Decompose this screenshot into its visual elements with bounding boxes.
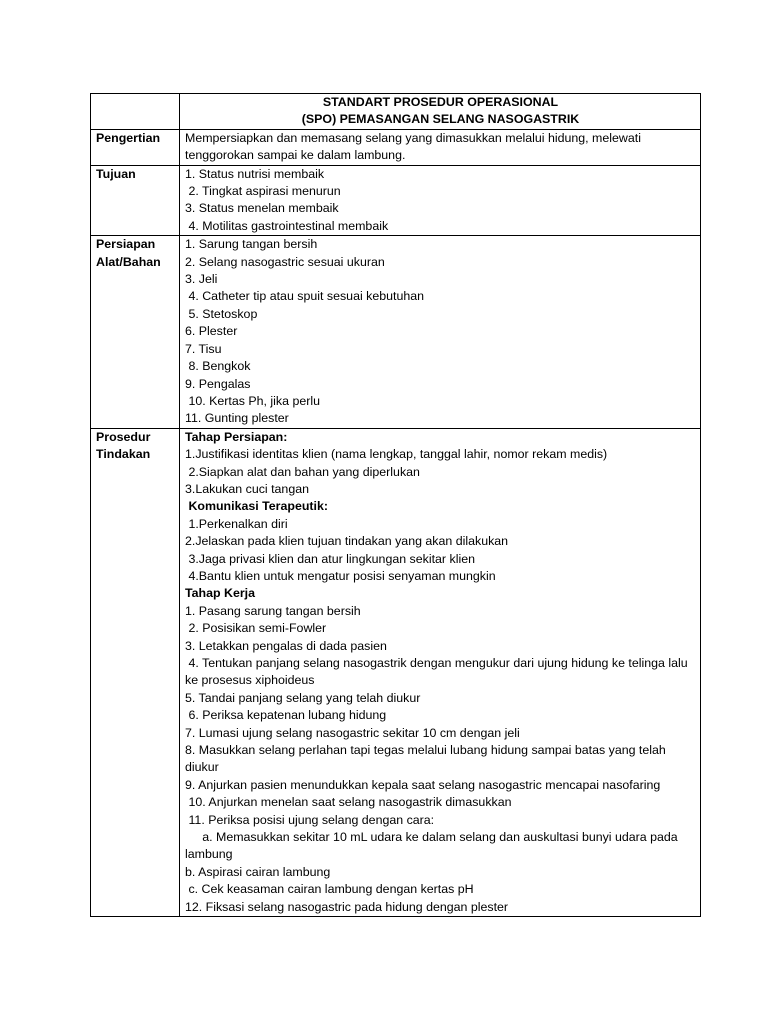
- list-item: 6. Periksa kepatenan lubang hidung: [185, 708, 387, 723]
- pengertian-label: Pengertian: [91, 129, 180, 165]
- list-item: 7. Lumasi ujung selang nasogastric sekitar 10 cm dengan jeli: [185, 725, 520, 740]
- list-item: 10. Anjurkan menelan saat selang nasogastrik dimasukkan: [185, 795, 512, 810]
- title-row: [91, 94, 701, 130]
- list-item: 2. Selang nasogastric sesuai ukuran: [185, 254, 385, 269]
- list-item: 8. Masukkan selang perlahan tapi tegas melalui lubang hidung sampai batas yang telah diukur: [185, 743, 670, 775]
- list-item: 2.Siapkan alat dan bahan yang diperlukan: [185, 464, 420, 479]
- list-item: 6. Plester: [185, 324, 238, 339]
- list-item: 9. Pengalas: [185, 376, 251, 391]
- list-item: 3. Letakkan pengalas di dada pasien: [185, 638, 387, 653]
- list-item: 5. Stetoskop: [185, 306, 258, 321]
- list-item: 3.Jaga privasi klien dan atur lingkungan sekitar klien: [185, 551, 475, 566]
- prosedur-label-line-2: Tindakan: [96, 447, 151, 462]
- document-title: [180, 94, 701, 130]
- persiapan-list: [180, 236, 701, 428]
- list-item: Tahap Kerja: [185, 586, 256, 601]
- prosedur-label-line-1: Prosedur: [96, 429, 151, 444]
- list-item: 9. Anjurkan pasien menundukkan kepala saat selang nasogastric mencapai nasofaring: [185, 777, 661, 792]
- list-item: 3. Jeli: [185, 272, 218, 287]
- tujuan-list: [180, 165, 701, 236]
- title-label-cell: [91, 94, 180, 130]
- list-item: 11. Gunting plester: [185, 411, 289, 426]
- list-item: 2.Jelaskan pada klien tujuan tindakan yang akan dilakukan: [185, 534, 509, 549]
- prosedur-row: [91, 428, 701, 916]
- list-item: 12. Fiksasi selang nasogastric pada hidung dengan plester: [185, 899, 509, 914]
- list-item: 1. Status nutrisi membaik: [185, 166, 325, 181]
- tujuan-label: Tujuan: [91, 165, 180, 236]
- title-line-2: (SPO) PEMASANGAN SELANG NASOGASTRIK: [301, 112, 580, 127]
- list-item: 7. Tisu: [185, 341, 222, 356]
- pengertian-text: Mempersiapkan dan memasang selang yang dimasukkan melalui hidung, melewati tenggorokan sampai ke dalam lambung.: [180, 129, 701, 165]
- list-item: 4.Bantu klien untuk mengatur posisi senyaman mungkin: [185, 568, 496, 583]
- list-item: 4. Tentukan panjang selang nasogastrik dengan mengukur dari ujung hidung ke telinga lalu ke prosesus xiphoideus: [185, 656, 692, 688]
- list-item: 1. Pasang sarung tangan bersih: [185, 603, 361, 618]
- prosedur-list: [180, 428, 701, 916]
- list-item: 10. Kertas Ph, jika perlu: [185, 393, 321, 408]
- list-item: 3.Lakukan cuci tangan: [185, 481, 309, 496]
- tujuan-row: [91, 165, 701, 236]
- spo-table: [90, 93, 701, 917]
- list-item: 2. Posisikan semi-Fowler: [185, 621, 327, 636]
- list-item: 11. Periksa posisi ujung selang dengan cara:: [185, 812, 435, 827]
- persiapan-label-line-1: Persiapan: [96, 237, 156, 252]
- list-item: 8. Bengkok: [185, 359, 251, 374]
- pengertian-row: [91, 129, 701, 165]
- list-item: a. Memasukkan sekitar 10 mL udara ke dalam selang dan auskultasi bunyi udara pada lambung: [185, 830, 682, 862]
- list-item: b. Aspirasi cairan lambung: [185, 864, 331, 879]
- prosedur-label: [91, 428, 180, 916]
- list-item: 1.Justifikasi identitas klien (nama lengkap, tanggal lahir, nomor rekam medis): [185, 447, 608, 462]
- persiapan-row: [91, 236, 701, 428]
- persiapan-label: [91, 236, 180, 428]
- list-item: 3. Status menelan membaik: [185, 201, 339, 216]
- title-line-1: STANDART PROSEDUR OPERASIONAL: [322, 95, 559, 109]
- list-item: 4. Motilitas gastrointestinal membaik: [185, 218, 389, 233]
- list-item: Tahap Persiapan:: [185, 429, 288, 444]
- list-item: 1.Perkenalkan diri: [185, 516, 288, 531]
- persiapan-label-line-2: Alat/Bahan: [96, 254, 161, 269]
- list-item: 2. Tingkat aspirasi menurun: [185, 184, 341, 199]
- list-item: c. Cek keasaman cairan lambung dengan kertas pH: [185, 882, 474, 897]
- list-item: Komunikasi Terapeutik:: [185, 499, 328, 514]
- list-item: 1. Sarung tangan bersih: [185, 237, 318, 252]
- list-item: 4. Catheter tip atau spuit sesuai kebutuhan: [185, 289, 425, 304]
- list-item: 5. Tandai panjang selang yang telah diukur: [185, 690, 421, 705]
